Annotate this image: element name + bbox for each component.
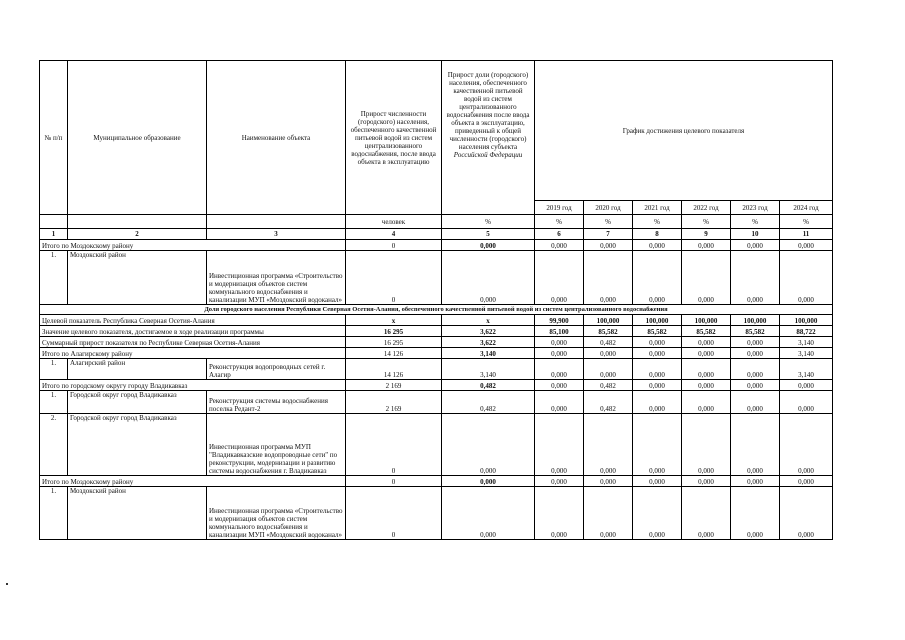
cell-2024: 0,000 — [780, 476, 833, 487]
table-row — [40, 326, 833, 337]
cell-2020: 0,000 — [584, 414, 633, 476]
cell-people: 0 — [346, 487, 442, 540]
year-2021: 2021 год — [633, 201, 682, 215]
cell-2022: 0,000 — [682, 487, 731, 540]
header-growth-people: Прирост численности (городского) населения, обеспеченного качественной питьевой водой из систем централизованного водоснабжения, после ввода объекта в эксплуатацию — [346, 61, 442, 215]
unit-pct: % — [682, 215, 731, 229]
cell-2020: 0,482 — [584, 337, 633, 348]
cell-2022: 0,000 — [682, 391, 731, 414]
table-row — [40, 487, 833, 540]
cell-share: 0,000 — [442, 487, 535, 540]
section-row — [40, 305, 833, 315]
year-2022: 2022 год — [682, 201, 731, 215]
cell-2019: 0,000 — [535, 251, 584, 305]
cell-object: Инвестиционная программа «Строительство и модернизация объектов систем коммунального водоснабжения и канализации МУП «Моздокский водоканал» — [207, 487, 346, 540]
cell-2020: 85,582 — [584, 326, 633, 337]
column-number: 4 — [346, 229, 442, 240]
cell-2022: 85,582 — [682, 326, 731, 337]
cell-2024: 0,000 — [780, 487, 833, 540]
cell-2020: 100,000 — [584, 315, 633, 326]
cell-people: 14 126 — [346, 359, 442, 380]
cell-2020: 0,000 — [584, 487, 633, 540]
cell-2023: 85,582 — [731, 326, 780, 337]
cell-num: 2. — [40, 414, 68, 476]
cell-2019: 0,000 — [535, 240, 584, 251]
table-row — [40, 337, 833, 348]
cell-2023: 0,000 — [731, 240, 780, 251]
table-row — [40, 391, 833, 414]
cell-share: 0,000 — [442, 414, 535, 476]
table-row — [40, 414, 833, 476]
cell-2021: 0,000 — [633, 414, 682, 476]
cell-people: 16 295 — [346, 337, 442, 348]
cell-object: Реконструкция водопроводных сетей г. Алагир — [207, 359, 346, 380]
cell-municipality: Алагирский район — [68, 359, 207, 380]
cell-share: х — [442, 315, 535, 326]
column-number: 2 — [68, 229, 207, 240]
year-2024: 2024 год — [780, 201, 833, 215]
target-indicator-table-page — [39, 60, 832, 540]
cell-2023: 0,000 — [731, 380, 780, 391]
cell-num: 1. — [40, 391, 68, 414]
cell-people: 0 — [346, 251, 442, 305]
cell-2022: 0,000 — [682, 337, 731, 348]
row-label: Итого по городскому округу городу Владикавказ — [40, 380, 346, 391]
table-row — [40, 348, 833, 359]
cell-people: 14 126 — [346, 348, 442, 359]
cell-2019: 85,100 — [535, 326, 584, 337]
cell-share: 0,000 — [442, 240, 535, 251]
cell-share: 0,000 — [442, 251, 535, 305]
cell-object: Инвестиционная программа МУП "Владикавказские водопроводные сети" по реконструкции, модернизации и развитию системы водоснабжения г. Владикавказ — [207, 414, 346, 476]
cell-2021: 0,000 — [633, 476, 682, 487]
cell-share: 0,000 — [442, 476, 535, 487]
cell-2022: 0,000 — [682, 380, 731, 391]
unit-pct: % — [584, 215, 633, 229]
year-2023: 2023 год — [731, 201, 780, 215]
cell-2022: 100,000 — [682, 315, 731, 326]
cell-2019: 0,000 — [535, 476, 584, 487]
cell-2020: 0,000 — [584, 240, 633, 251]
cell-2022: 0,000 — [682, 348, 731, 359]
header-growth-share — [442, 61, 535, 215]
row-label: Итого по Моздокскому району — [40, 476, 346, 487]
cell-share: 0,482 — [442, 391, 535, 414]
table-row — [40, 251, 833, 305]
cell-share: 3,140 — [442, 348, 535, 359]
cell-num: 1. — [40, 359, 68, 380]
table-row — [40, 380, 833, 391]
cell-2022: 0,000 — [682, 359, 731, 380]
header-num: № п/п — [40, 61, 68, 215]
cell-2019: 0,000 — [535, 487, 584, 540]
cell-2019: 99,900 — [535, 315, 584, 326]
cell-people: х — [346, 315, 442, 326]
cell-people: 2 169 — [346, 391, 442, 414]
cell-2023: 0,000 — [731, 337, 780, 348]
target-indicator-table — [39, 60, 833, 540]
year-2020: 2020 год — [584, 201, 633, 215]
table-row — [40, 359, 833, 380]
header-municipality: Муниципальное образование — [68, 61, 207, 215]
cell-object: Реконструкция системы водоснабжения поселка Редант-2 — [207, 391, 346, 414]
cell-2019: 0,000 — [535, 391, 584, 414]
column-number: 7 — [584, 229, 633, 240]
column-numbers-row — [40, 229, 833, 240]
cell-2020: 0,482 — [584, 380, 633, 391]
cell-2020: 0,000 — [584, 348, 633, 359]
cell-2024: 3,140 — [780, 337, 833, 348]
cell-2023: 100,000 — [731, 315, 780, 326]
cell-2022: 0,000 — [682, 251, 731, 305]
cell-2024: 88,722 — [780, 326, 833, 337]
unit-pct: % — [731, 215, 780, 229]
cell-num: 1. — [40, 251, 68, 305]
unit-people: человек — [346, 215, 442, 229]
units-row — [40, 215, 833, 229]
cell-2020: 0,000 — [584, 251, 633, 305]
cell-2019: 0,000 — [535, 380, 584, 391]
cell-2024: 3,140 — [780, 359, 833, 380]
column-number: 8 — [633, 229, 682, 240]
table-row — [40, 240, 833, 251]
cell-2022: 0,000 — [682, 414, 731, 476]
cell-municipality: Моздокский район — [68, 251, 207, 305]
column-number: 3 — [207, 229, 346, 240]
row-label: Итого по Моздокскому району — [40, 240, 346, 251]
unit-pct: % — [633, 215, 682, 229]
row-label: Целевой показатель Республика Северная Осетия-Алания — [40, 315, 346, 326]
column-number: 9 — [682, 229, 731, 240]
unit-pct: % — [780, 215, 833, 229]
unit-pct: % — [535, 215, 584, 229]
cell-2020: 0,482 — [584, 391, 633, 414]
cell-2024: 100,000 — [780, 315, 833, 326]
cell-2021: 0,000 — [633, 337, 682, 348]
column-number: 10 — [731, 229, 780, 240]
row-label: Суммарный прирост показателя по Республике Северная Осетия-Алания — [40, 337, 346, 348]
cell-people: 0 — [346, 240, 442, 251]
cell-municipality: Городской округ город Владикавказ — [68, 391, 207, 414]
cell-2024: 0,000 — [780, 240, 833, 251]
cell-2020: 0,000 — [584, 359, 633, 380]
cell-2019: 0,000 — [535, 337, 584, 348]
header-object: Наименование объекта — [207, 61, 346, 215]
table-row — [40, 476, 833, 487]
unit-pct: % — [442, 215, 535, 229]
cell-2023: 0,000 — [731, 487, 780, 540]
cell-2023: 0,000 — [731, 414, 780, 476]
cell-share: 3,622 — [442, 337, 535, 348]
header-schedule: График достижения целевого показателя — [535, 61, 833, 201]
cell-num: 1. — [40, 487, 68, 540]
cell-people: 16 295 — [346, 326, 442, 337]
cell-2024: 0,000 — [780, 391, 833, 414]
cell-2021: 0,000 — [633, 251, 682, 305]
cell-2024: 0,000 — [780, 251, 833, 305]
header-growth-share-tail: Российской Федерации — [453, 151, 523, 159]
cell-2020: 0,000 — [584, 476, 633, 487]
cell-2024: 0,000 — [780, 380, 833, 391]
cell-2023: 0,000 — [731, 251, 780, 305]
column-number: 1 — [40, 229, 68, 240]
cell-share: 3,140 — [442, 359, 535, 380]
cell-2021: 0,000 — [633, 487, 682, 540]
header-growth-share-main: Прирост доли (городского) населения, обеспеченного качественной питьевой водой из систем централизованного водоснабжения после ввода объекта в эксплуатацию, приведенный к общей численности (городского) населения субъекта — [446, 71, 530, 151]
cell-2023: 0,000 — [731, 348, 780, 359]
cell-2021: 0,000 — [633, 380, 682, 391]
column-number: 5 — [442, 229, 535, 240]
section-title: Доля городского населения Республики Северная Осетия-Алания, обеспеченного качественной питьевой водой из систем централизованного водоснабжения — [40, 305, 833, 315]
cell-2021: 100,000 — [633, 315, 682, 326]
cell-2022: 0,000 — [682, 240, 731, 251]
cell-2021: 0,000 — [633, 240, 682, 251]
cell-2021: 0,000 — [633, 391, 682, 414]
cell-2021: 0,000 — [633, 348, 682, 359]
header-row — [40, 61, 833, 201]
cell-share: 3,622 — [442, 326, 535, 337]
cell-2019: 0,000 — [535, 359, 584, 380]
cell-municipality: Моздокский район — [68, 487, 207, 540]
cell-2019: 0,000 — [535, 348, 584, 359]
cell-2023: 0,000 — [731, 476, 780, 487]
cell-people: 0 — [346, 414, 442, 476]
column-number: 6 — [535, 229, 584, 240]
cell-2022: 0,000 — [682, 476, 731, 487]
cell-municipality: Городской округ город Владикавказ — [68, 414, 207, 476]
column-number: 11 — [780, 229, 833, 240]
cell-2021: 85,582 — [633, 326, 682, 337]
cell-object: Инвестиционная программа «Строительство и модернизация объектов систем коммунального водоснабжения и канализации МУП «Моздокский водоканал» — [207, 251, 346, 305]
cell-2023: 0,000 — [731, 391, 780, 414]
cell-share: 0,482 — [442, 380, 535, 391]
cell-2021: 0,000 — [633, 359, 682, 380]
row-label: Значение целевого показателя, достигаемое в ходе реализации программы — [40, 326, 346, 337]
cell-2024: 0,000 — [780, 414, 833, 476]
cell-people: 0 — [346, 476, 442, 487]
scan-dot — [6, 583, 8, 585]
table-row — [40, 315, 833, 326]
cell-people: 2 169 — [346, 380, 442, 391]
year-2019: 2019 год — [535, 201, 584, 215]
row-label: Итого по Алагирскому району — [40, 348, 346, 359]
cell-2023: 0,000 — [731, 359, 780, 380]
cell-2019: 0,000 — [535, 414, 584, 476]
cell-2024: 3,140 — [780, 348, 833, 359]
